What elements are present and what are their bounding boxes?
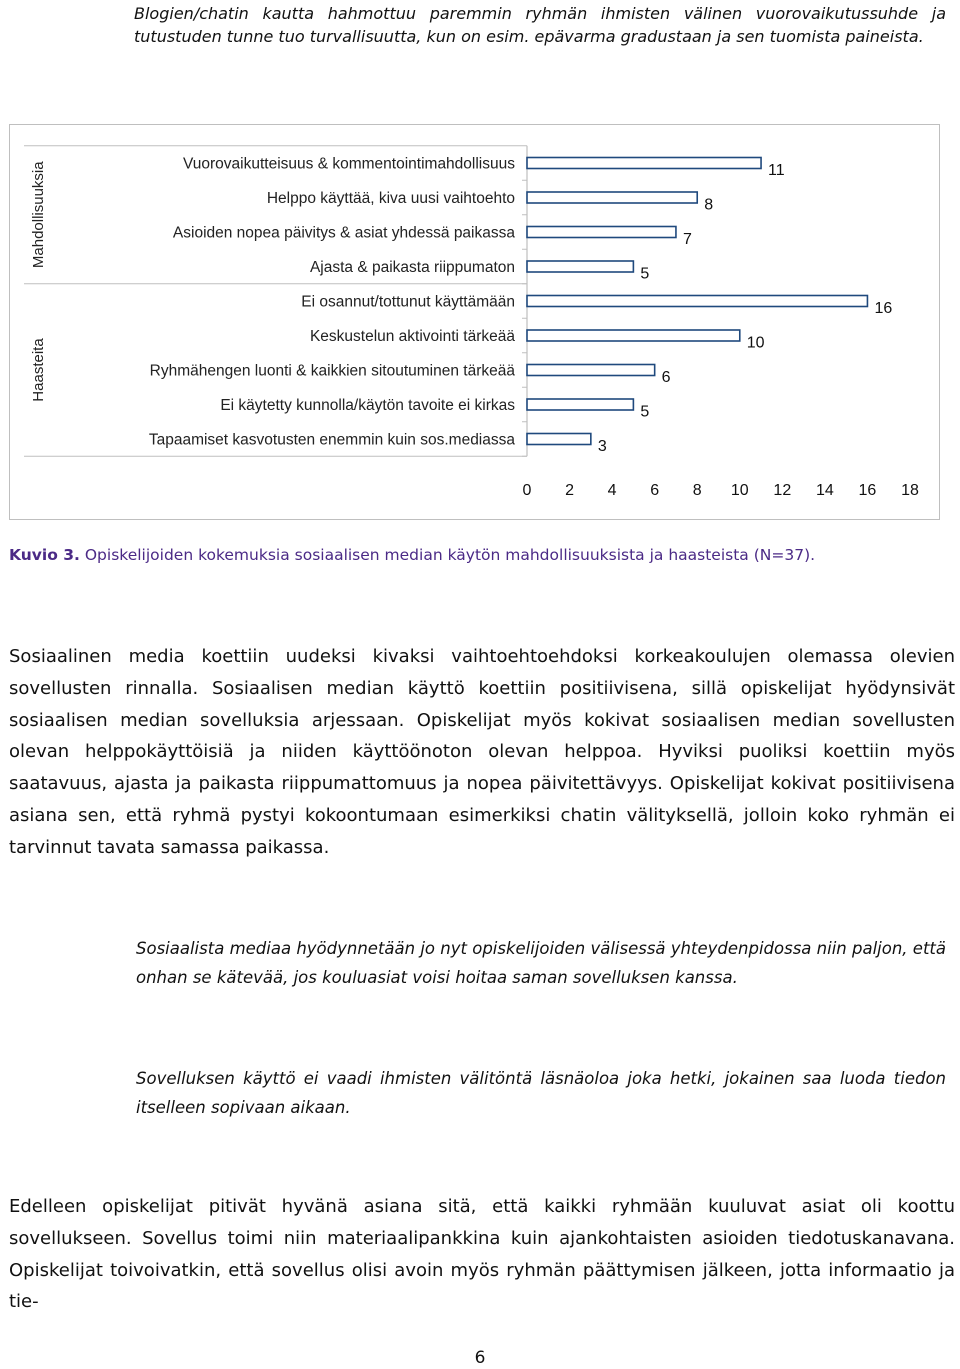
data-label: 10 bbox=[746, 334, 765, 352]
bar bbox=[527, 227, 676, 238]
bar-chart bbox=[9, 124, 940, 520]
bar bbox=[527, 399, 633, 410]
figure-caption bbox=[9, 546, 949, 564]
x-tick-label: 14 bbox=[815, 482, 834, 499]
category-label: Ei osannut/tottunut käyttämään bbox=[301, 293, 515, 311]
data-label: 3 bbox=[597, 438, 607, 455]
category-label: Ajasta & paikasta riippumaton bbox=[309, 259, 515, 276]
x-tick-label: 8 bbox=[692, 482, 702, 499]
category-label: Helppo käyttää, kiva uusi vaihtoehto bbox=[266, 190, 515, 207]
quote-1: Sosiaalista mediaa hyödynnetään jo nyt opiskelijoiden välisessä yhteydenpidossa niin paljon, että onhan se kätevää, jos kouluasiat voisi hoitaa saman sovelluksen kanssa. bbox=[136, 939, 946, 987]
category-label: Ryhmähengen luonti & kaikkien sitoutuminen tärkeää bbox=[149, 362, 515, 380]
category-label: Ei käytetty kunnolla/käytön tavoite ei kirkas bbox=[220, 397, 515, 414]
x-tick-label: 0 bbox=[522, 482, 532, 499]
caption-label: Kuvio 3. bbox=[9, 546, 80, 564]
chart-svg bbox=[10, 125, 941, 521]
paragraph-1: Sosiaalinen media koettiin uudeksi kivaksi vaihtoehtoehdoksi korkeakoulujen olemassa olevien sovellusten rinnalla. Sosiaalisen median käyttö koettiin positiivisena, sillä opiskelijat hyödynsivät sosiaalisen median sovelluksia arjessaan. Opiskelijat myös kokivat sosiaalisen median sovellusten olevan helppokäyttöisiä ja niiden käyttöönoton olevan helppoa. Hyviksi puoliksi koettiin myös saatavuus, ajasta ja paikasta riippumattomuus ja nopea päivitettävyys. Opiskelijat kokivat positiivisena asiana sen, että ryhmä pystyi kokoontumaan esimerkiksi chatin välityksellä, jolloin koko ryhmän ei tarvinnut tavata samassa paikassa. bbox=[9, 646, 955, 858]
paragraph-2: Edelleen opiskelijat pitivät hyvänä asiana sitä, että kaikki ryhmään kuuluvat asiat oli koottu sovellukseen. Sovellus toimi niin materiaalipankkina kuin ajankohtaisten asioiden tiedotuskanavana. Opiskelijat toivoivatkin, että sovellus olisi avoin myös ryhmän päättymisen jälkeen, jotta informaatio ja tie- bbox=[9, 1196, 955, 1313]
page-number: 6 bbox=[474, 1348, 486, 1368]
category-label: Keskustelun aktivointi tärkeää bbox=[309, 328, 515, 345]
group-label-1: Haasteita bbox=[30, 338, 47, 402]
category-label: Vuorovaikutteisuus & kommentointimahdollisuus bbox=[183, 155, 515, 173]
data-label: 7 bbox=[682, 231, 692, 248]
bar bbox=[527, 365, 655, 376]
x-tick-label: 6 bbox=[650, 482, 660, 499]
data-label: 5 bbox=[640, 403, 650, 421]
bar bbox=[527, 434, 591, 445]
category-label: Tapaamiset kasvotusten enemmin kuin sos.mediassa bbox=[148, 431, 515, 449]
caption-text: Opiskelijoiden kokemuksia sosiaalisen median käytön mahdollisuuksista ja haasteista (N=37). bbox=[79, 546, 816, 564]
group-label-0: Mahdollisuuksia bbox=[30, 161, 47, 269]
x-tick-label: 2 bbox=[565, 482, 575, 499]
x-tick-label: 10 bbox=[730, 482, 749, 499]
bar bbox=[527, 158, 761, 169]
category-label: Asioiden nopea päivitys & asiat yhdessä paikassa bbox=[172, 224, 515, 242]
bar bbox=[527, 296, 867, 307]
data-label: 5 bbox=[640, 265, 650, 283]
bar bbox=[527, 192, 697, 203]
x-tick-label: 16 bbox=[858, 482, 877, 499]
quote-2: Sovelluksen käyttö ei vaadi ihmisten välitöntä läsnäoloa joka hetki, jokainen saa luoda tiedon itselleen sopivaan aikaan. bbox=[136, 1069, 946, 1117]
bar bbox=[527, 261, 633, 272]
x-tick-label: 18 bbox=[901, 482, 919, 499]
intro-quote: Blogien/chatin kautta hahmottuu paremmin ryhmän ihmisten välinen vuorovaikutussuhde ja tutustuden tunne tuo turvallisuutta, kun on esim. epävarma gradustaan ja sen tuomista paineista. bbox=[134, 4, 946, 46]
data-label: 11 bbox=[768, 162, 785, 179]
bar bbox=[527, 330, 740, 341]
x-tick-label: 4 bbox=[607, 482, 617, 499]
data-label: 16 bbox=[874, 300, 893, 317]
data-label: 8 bbox=[704, 196, 714, 214]
x-tick-label: 12 bbox=[773, 482, 792, 499]
data-label: 6 bbox=[661, 369, 671, 386]
